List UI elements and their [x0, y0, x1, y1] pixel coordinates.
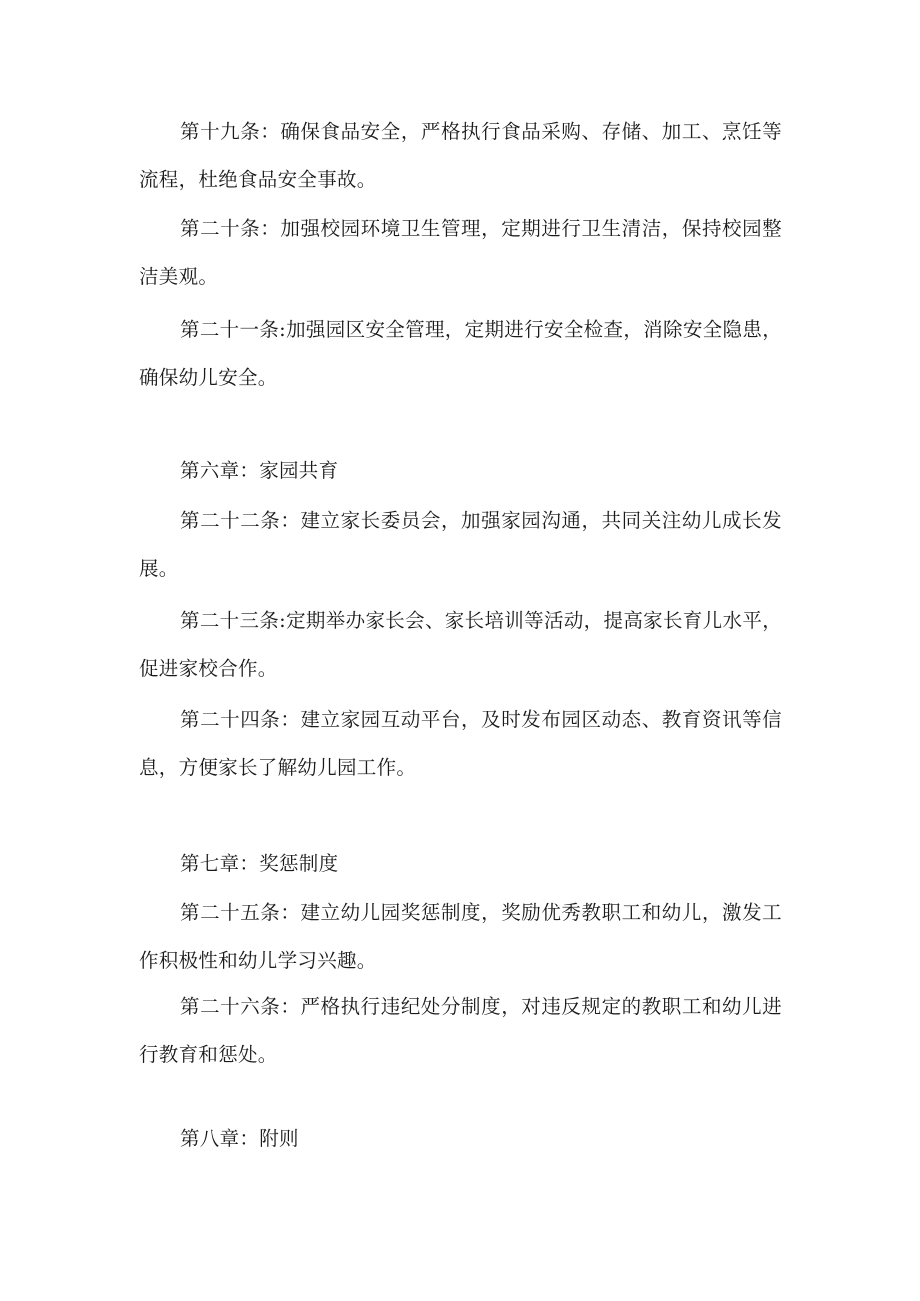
article-24: 第二十四条：建立家园互动平台，及时发布园区动态、教育资讯等信息，方便家长了解幼儿园工作。	[139, 708, 782, 779]
article-22: 第二十二条：建立家长委员会，加强家园沟通，共同关注幼儿成长发展。	[139, 509, 782, 580]
chapter-6-heading: 第六章：家园共育	[180, 459, 339, 482]
chapter-7-heading: 第七章：奖惩制度	[180, 852, 339, 875]
article-26: 第二十六条：严格执行违纪处分制度，对违反规定的教职工和幼儿进行教育和惩处。	[139, 995, 782, 1066]
chapter-8-heading: 第八章：附则	[180, 1127, 299, 1150]
article-21: 第二十一条:加强园区安全管理，定期进行安全检查，消除安全隐患，确保幼儿安全。	[139, 318, 782, 389]
article-19: 第十九条：确保食品安全，严格执行食品采购、存储、加工、烹饪等流程，杜绝食品安全事故。	[139, 120, 782, 191]
article-23: 第二十三条:定期举办家长会、家长培训等活动，提高家长育儿水平，促进家校合作。	[139, 609, 782, 680]
article-25: 第二十五条：建立幼儿园奖惩制度，奖励优秀教职工和幼儿，激发工作积极性和幼儿学习兴趣。	[139, 901, 782, 972]
article-20: 第二十条：加强校园环境卫生管理，定期进行卫生清洁，保持校园整洁美观。	[139, 217, 782, 288]
